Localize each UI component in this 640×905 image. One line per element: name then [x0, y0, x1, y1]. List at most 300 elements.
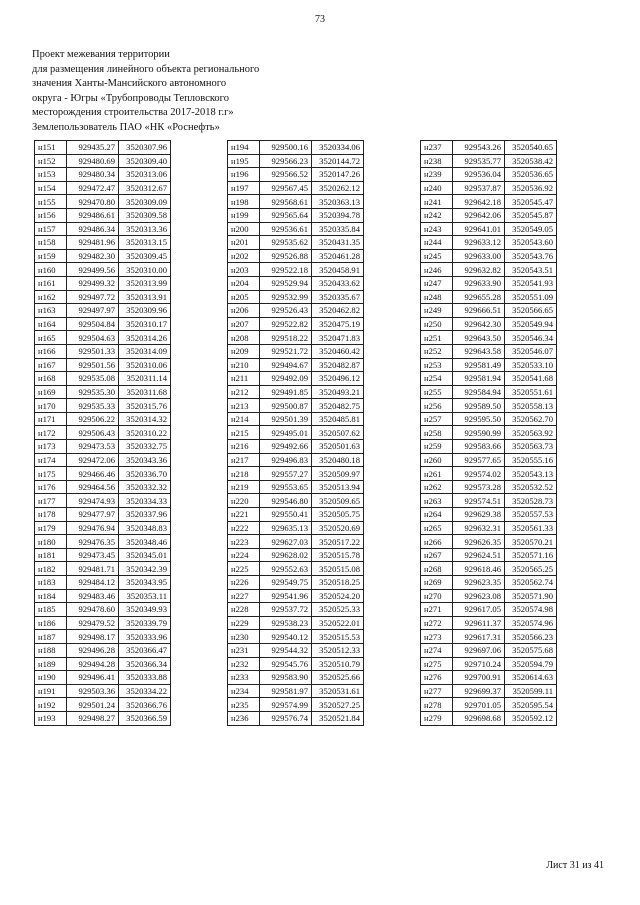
x-coordinate-cell: 929473.53: [67, 440, 119, 454]
x-coordinate-cell: 929595.50: [453, 412, 505, 426]
y-coordinate-cell: 3520517.22: [312, 535, 364, 549]
point-id-cell: н172: [35, 426, 67, 440]
y-coordinate-cell: 3520460.42: [312, 344, 364, 358]
point-id-cell: н227: [228, 589, 260, 603]
y-coordinate-cell: 3520314.09: [119, 344, 171, 358]
y-coordinate-cell: 3520509.97: [312, 467, 364, 481]
table-row: [228, 508, 364, 522]
y-coordinate-cell: 3520566.23: [505, 630, 557, 644]
x-coordinate-cell: 929573.28: [453, 480, 505, 494]
y-coordinate-cell: 3520309.96: [119, 304, 171, 318]
y-coordinate-cell: 3520310.22: [119, 426, 171, 440]
point-id-cell: н170: [35, 399, 67, 413]
table-row: [421, 494, 557, 508]
table-row: [35, 372, 171, 386]
point-id-cell: н196: [228, 168, 260, 182]
table-row: [228, 480, 364, 494]
table-row: [35, 440, 171, 454]
x-coordinate-cell: 929553.65: [260, 480, 312, 494]
y-coordinate-cell: 3520309.45: [119, 249, 171, 263]
point-id-cell: н246: [421, 263, 453, 277]
table-row: [228, 684, 364, 698]
y-coordinate-cell: 3520512.33: [312, 643, 364, 657]
y-coordinate-cell: 3520353.11: [119, 589, 171, 603]
table-row: [35, 684, 171, 698]
x-coordinate-cell: 929504.63: [67, 331, 119, 345]
point-id-cell: н263: [421, 494, 453, 508]
table-row: [35, 154, 171, 168]
point-id-cell: н163: [35, 304, 67, 318]
point-id-cell: н275: [421, 657, 453, 671]
y-coordinate-cell: 3520531.61: [312, 684, 364, 698]
table-row: [35, 562, 171, 576]
table-row: [35, 643, 171, 657]
y-coordinate-cell: 3520566.65: [505, 304, 557, 318]
x-coordinate-cell: 929626.35: [453, 535, 505, 549]
x-coordinate-cell: 929470.80: [67, 195, 119, 209]
y-coordinate-cell: 3520592.12: [505, 711, 557, 725]
point-id-cell: н259: [421, 440, 453, 454]
x-coordinate-cell: 929504.84: [67, 317, 119, 331]
point-id-cell: н276: [421, 671, 453, 685]
x-coordinate-cell: 929518.22: [260, 331, 312, 345]
table-row: [228, 222, 364, 236]
y-coordinate-cell: 3520561.33: [505, 521, 557, 535]
x-coordinate-cell: 929633.90: [453, 276, 505, 290]
point-id-cell: н162: [35, 290, 67, 304]
x-coordinate-cell: 929577.65: [453, 453, 505, 467]
table-row: [421, 630, 557, 644]
x-coordinate-cell: 929435.27: [67, 141, 119, 155]
y-coordinate-cell: 3520527.25: [312, 698, 364, 712]
point-id-cell: н254: [421, 372, 453, 386]
y-coordinate-cell: 3520599.11: [505, 684, 557, 698]
x-coordinate-cell: 929633.12: [453, 236, 505, 250]
x-coordinate-cell: 929498.17: [67, 630, 119, 644]
table-row: [228, 711, 364, 725]
x-coordinate-cell: 929521.72: [260, 344, 312, 358]
table-row: [35, 698, 171, 712]
x-coordinate-cell: 929550.41: [260, 508, 312, 522]
document-header: [32, 48, 259, 135]
table-row: [228, 385, 364, 399]
y-coordinate-cell: 3520461.28: [312, 249, 364, 263]
x-coordinate-cell: 929536.61: [260, 222, 312, 236]
y-coordinate-cell: 3520546.34: [505, 331, 557, 345]
y-coordinate-cell: 3520334.22: [119, 684, 171, 698]
y-coordinate-cell: 3520433.62: [312, 276, 364, 290]
y-coordinate-cell: 3520366.76: [119, 698, 171, 712]
table-row: [228, 263, 364, 277]
table-row: [421, 467, 557, 481]
table-row: [35, 208, 171, 222]
point-id-cell: н267: [421, 548, 453, 562]
x-coordinate-cell: 929537.72: [260, 603, 312, 617]
point-id-cell: н188: [35, 643, 67, 657]
table-row: [228, 521, 364, 535]
table-row: [228, 372, 364, 386]
x-coordinate-cell: 929581.49: [453, 358, 505, 372]
point-id-cell: н220: [228, 494, 260, 508]
x-coordinate-cell: 929529.94: [260, 276, 312, 290]
y-coordinate-cell: 3520339.79: [119, 616, 171, 630]
x-coordinate-cell: 929535.62: [260, 236, 312, 250]
table-row: [421, 304, 557, 318]
x-coordinate-cell: 929479.52: [67, 616, 119, 630]
x-coordinate-cell: 929495.01: [260, 426, 312, 440]
y-coordinate-cell: 3520532.52: [505, 480, 557, 494]
table-row: [421, 372, 557, 386]
y-coordinate-cell: 3520545.47: [505, 195, 557, 209]
point-id-cell: н256: [421, 399, 453, 413]
x-coordinate-cell: 929624.51: [453, 548, 505, 562]
x-coordinate-cell: 929584.94: [453, 385, 505, 399]
point-id-cell: н226: [228, 576, 260, 590]
point-id-cell: н201: [228, 236, 260, 250]
point-id-cell: н264: [421, 508, 453, 522]
x-coordinate-cell: 929544.32: [260, 643, 312, 657]
table-row: [421, 181, 557, 195]
y-coordinate-cell: 3520557.53: [505, 508, 557, 522]
x-coordinate-cell: 929552.63: [260, 562, 312, 576]
y-coordinate-cell: 3520309.09: [119, 195, 171, 209]
point-id-cell: н197: [228, 181, 260, 195]
y-coordinate-cell: 3520335.67: [312, 290, 364, 304]
point-id-cell: н253: [421, 358, 453, 372]
point-id-cell: н250: [421, 317, 453, 331]
y-coordinate-cell: 3520312.67: [119, 181, 171, 195]
y-coordinate-cell: 3520545.87: [505, 208, 557, 222]
x-coordinate-cell: 929496.28: [67, 643, 119, 657]
x-coordinate-cell: 929476.94: [67, 521, 119, 535]
y-coordinate-cell: 3520595.54: [505, 698, 557, 712]
coordinates-table-3: [420, 140, 557, 726]
point-id-cell: н232: [228, 657, 260, 671]
point-id-cell: н178: [35, 508, 67, 522]
table-row: [421, 290, 557, 304]
table-row: [421, 141, 557, 155]
x-coordinate-cell: 929492.66: [260, 440, 312, 454]
point-id-cell: н249: [421, 304, 453, 318]
x-coordinate-cell: 929545.76: [260, 657, 312, 671]
table-row: [35, 630, 171, 644]
table-row: [35, 263, 171, 277]
table-row: [228, 494, 364, 508]
point-id-cell: н184: [35, 589, 67, 603]
table-row: [228, 141, 364, 155]
y-coordinate-cell: 3520563.73: [505, 440, 557, 454]
table-row: [421, 385, 557, 399]
x-coordinate-cell: 929574.99: [260, 698, 312, 712]
point-id-cell: н268: [421, 562, 453, 576]
x-coordinate-cell: 929494.28: [67, 657, 119, 671]
table-row: [35, 358, 171, 372]
table-row: [35, 711, 171, 725]
point-id-cell: н258: [421, 426, 453, 440]
y-coordinate-cell: 3520549.94: [505, 317, 557, 331]
point-id-cell: н244: [421, 236, 453, 250]
y-coordinate-cell: 3520536.92: [505, 181, 557, 195]
x-coordinate-cell: 929478.60: [67, 603, 119, 617]
table-row: [228, 426, 364, 440]
x-coordinate-cell: 929576.74: [260, 711, 312, 725]
table-row: [35, 494, 171, 508]
y-coordinate-cell: 3520563.92: [505, 426, 557, 440]
table-row: [421, 358, 557, 372]
y-coordinate-cell: 3520614.63: [505, 671, 557, 685]
point-id-cell: н238: [421, 154, 453, 168]
x-coordinate-cell: 929501.56: [67, 358, 119, 372]
y-coordinate-cell: 3520471.83: [312, 331, 364, 345]
table-row: [35, 290, 171, 304]
table-row: [35, 168, 171, 182]
table-row: [35, 671, 171, 685]
x-coordinate-cell: 929635.13: [260, 521, 312, 535]
y-coordinate-cell: 3520546.07: [505, 344, 557, 358]
x-coordinate-cell: 929492.09: [260, 372, 312, 386]
y-coordinate-cell: 3520313.99: [119, 276, 171, 290]
y-coordinate-cell: 3520549.05: [505, 222, 557, 236]
table-row: [421, 154, 557, 168]
point-id-cell: н239: [421, 168, 453, 182]
sheet-number: Лист 31 из 41: [546, 860, 604, 871]
y-coordinate-cell: 3520515.78: [312, 548, 364, 562]
point-id-cell: н229: [228, 616, 260, 630]
point-id-cell: н266: [421, 535, 453, 549]
point-id-cell: н167: [35, 358, 67, 372]
point-id-cell: н205: [228, 290, 260, 304]
header-line: значения Ханты-Мансийского автономного: [32, 78, 227, 89]
point-id-cell: н161: [35, 276, 67, 290]
table-row: [421, 208, 557, 222]
table-row: [421, 548, 557, 562]
y-coordinate-cell: 3520525.33: [312, 603, 364, 617]
x-coordinate-cell: 929643.58: [453, 344, 505, 358]
y-coordinate-cell: 3520571.16: [505, 548, 557, 562]
table-row: [228, 535, 364, 549]
header-line: для размещения линейного объекта регионального: [32, 63, 260, 75]
table-row: [35, 535, 171, 549]
x-coordinate-cell: 929642.06: [453, 208, 505, 222]
table-row: [421, 317, 557, 331]
x-coordinate-cell: 929574.02: [453, 467, 505, 481]
table-row: [35, 195, 171, 209]
x-coordinate-cell: 929483.46: [67, 589, 119, 603]
x-coordinate-cell: 929480.69: [67, 154, 119, 168]
table-row: [228, 467, 364, 481]
point-id-cell: н219: [228, 480, 260, 494]
x-coordinate-cell: 929666.51: [453, 304, 505, 318]
x-coordinate-cell: 929501.33: [67, 344, 119, 358]
table-row: [35, 576, 171, 590]
x-coordinate-cell: 929506.43: [67, 426, 119, 440]
y-coordinate-cell: 3520501.63: [312, 440, 364, 454]
point-id-cell: н235: [228, 698, 260, 712]
x-coordinate-cell: 929642.18: [453, 195, 505, 209]
page-number: 73: [315, 14, 325, 25]
point-id-cell: н155: [35, 195, 67, 209]
point-id-cell: н257: [421, 412, 453, 426]
y-coordinate-cell: 3520336.70: [119, 467, 171, 481]
y-coordinate-cell: 3520515.08: [312, 562, 364, 576]
point-id-cell: н152: [35, 154, 67, 168]
y-coordinate-cell: 3520345.01: [119, 548, 171, 562]
table-row: [421, 263, 557, 277]
point-id-cell: н240: [421, 181, 453, 195]
point-id-cell: н252: [421, 344, 453, 358]
y-coordinate-cell: 3520363.13: [312, 195, 364, 209]
x-coordinate-cell: 929629.38: [453, 508, 505, 522]
x-coordinate-cell: 929710.24: [453, 657, 505, 671]
y-coordinate-cell: 3520574.96: [505, 616, 557, 630]
table-row: [35, 508, 171, 522]
x-coordinate-cell: 929538.23: [260, 616, 312, 630]
table-row: [228, 304, 364, 318]
table-row: [35, 453, 171, 467]
point-id-cell: н158: [35, 236, 67, 250]
point-id-cell: н175: [35, 467, 67, 481]
point-id-cell: н195: [228, 154, 260, 168]
y-coordinate-cell: 3520343.95: [119, 576, 171, 590]
x-coordinate-cell: 929655.28: [453, 290, 505, 304]
point-id-cell: н185: [35, 603, 67, 617]
table-row: [228, 181, 364, 195]
y-coordinate-cell: 3520480.18: [312, 453, 364, 467]
point-id-cell: н271: [421, 603, 453, 617]
x-coordinate-cell: 929498.27: [67, 711, 119, 725]
x-coordinate-cell: 929617.31: [453, 630, 505, 644]
point-id-cell: н248: [421, 290, 453, 304]
y-coordinate-cell: 3520493.21: [312, 385, 364, 399]
x-coordinate-cell: 929546.80: [260, 494, 312, 508]
x-coordinate-cell: 929494.67: [260, 358, 312, 372]
table-row: [421, 440, 557, 454]
x-coordinate-cell: 929481.71: [67, 562, 119, 576]
table-row: [35, 412, 171, 426]
table-row: [35, 249, 171, 263]
table-row: [35, 399, 171, 413]
y-coordinate-cell: 3520543.51: [505, 263, 557, 277]
table-row: [228, 657, 364, 671]
x-coordinate-cell: 929526.43: [260, 304, 312, 318]
y-coordinate-cell: 3520332.75: [119, 440, 171, 454]
x-coordinate-cell: 929497.72: [67, 290, 119, 304]
point-id-cell: н260: [421, 453, 453, 467]
point-id-cell: н164: [35, 317, 67, 331]
point-id-cell: н251: [421, 331, 453, 345]
x-coordinate-cell: 929486.34: [67, 222, 119, 236]
y-coordinate-cell: 3520574.98: [505, 603, 557, 617]
x-coordinate-cell: 929482.30: [67, 249, 119, 263]
table-row: [228, 589, 364, 603]
x-coordinate-cell: 929496.41: [67, 671, 119, 685]
point-id-cell: н204: [228, 276, 260, 290]
y-coordinate-cell: 3520307.96: [119, 141, 171, 155]
x-coordinate-cell: 929472.06: [67, 453, 119, 467]
y-coordinate-cell: 3520475.19: [312, 317, 364, 331]
x-coordinate-cell: 929491.85: [260, 385, 312, 399]
x-coordinate-cell: 929698.68: [453, 711, 505, 725]
table-row: [228, 698, 364, 712]
table-row: [35, 521, 171, 535]
point-id-cell: н269: [421, 576, 453, 590]
y-coordinate-cell: 3520543.76: [505, 249, 557, 263]
coordinates-table-2: [227, 140, 364, 726]
point-id-cell: н203: [228, 263, 260, 277]
point-id-cell: н225: [228, 562, 260, 576]
y-coordinate-cell: 3520311.14: [119, 372, 171, 386]
table-row: [421, 535, 557, 549]
y-coordinate-cell: 3520538.42: [505, 154, 557, 168]
point-id-cell: н202: [228, 249, 260, 263]
y-coordinate-cell: 3520343.36: [119, 453, 171, 467]
point-id-cell: н156: [35, 208, 67, 222]
table-row: [228, 317, 364, 331]
x-coordinate-cell: 929535.30: [67, 385, 119, 399]
point-id-cell: н171: [35, 412, 67, 426]
point-id-cell: н270: [421, 589, 453, 603]
point-id-cell: н213: [228, 399, 260, 413]
y-coordinate-cell: 3520505.75: [312, 508, 364, 522]
y-coordinate-cell: 3520528.73: [505, 494, 557, 508]
y-coordinate-cell: 3520533.10: [505, 358, 557, 372]
point-id-cell: н222: [228, 521, 260, 535]
y-coordinate-cell: 3520536.65: [505, 168, 557, 182]
table-row: [35, 589, 171, 603]
x-coordinate-cell: 929480.34: [67, 168, 119, 182]
x-coordinate-cell: 929476.35: [67, 535, 119, 549]
x-coordinate-cell: 929497.97: [67, 304, 119, 318]
y-coordinate-cell: 3520310.17: [119, 317, 171, 331]
x-coordinate-cell: 929633.00: [453, 249, 505, 263]
y-coordinate-cell: 3520551.61: [505, 385, 557, 399]
point-id-cell: н177: [35, 494, 67, 508]
table-row: [421, 698, 557, 712]
table-row: [228, 276, 364, 290]
y-coordinate-cell: 3520310.00: [119, 263, 171, 277]
x-coordinate-cell: 929522.18: [260, 263, 312, 277]
x-coordinate-cell: 929500.87: [260, 399, 312, 413]
point-id-cell: н228: [228, 603, 260, 617]
y-coordinate-cell: 3520482.75: [312, 399, 364, 413]
table-row: [421, 657, 557, 671]
point-id-cell: н215: [228, 426, 260, 440]
table-row: [421, 643, 557, 657]
x-coordinate-cell: 929499.32: [67, 276, 119, 290]
x-coordinate-cell: 929581.94: [453, 372, 505, 386]
y-coordinate-cell: 3520366.59: [119, 711, 171, 725]
point-id-cell: н241: [421, 195, 453, 209]
y-coordinate-cell: 3520332.32: [119, 480, 171, 494]
table-row: [35, 304, 171, 318]
point-id-cell: н207: [228, 317, 260, 331]
x-coordinate-cell: 929486.61: [67, 208, 119, 222]
x-coordinate-cell: 929472.47: [67, 181, 119, 195]
point-id-cell: н153: [35, 168, 67, 182]
x-coordinate-cell: 929618.46: [453, 562, 505, 576]
x-coordinate-cell: 929643.50: [453, 331, 505, 345]
x-coordinate-cell: 929583.66: [453, 440, 505, 454]
point-id-cell: н200: [228, 222, 260, 236]
point-id-cell: н218: [228, 467, 260, 481]
table-row: [421, 521, 557, 535]
point-id-cell: н193: [35, 711, 67, 725]
point-id-cell: н230: [228, 630, 260, 644]
point-id-cell: н159: [35, 249, 67, 263]
y-coordinate-cell: 3520313.91: [119, 290, 171, 304]
point-id-cell: н199: [228, 208, 260, 222]
point-id-cell: н255: [421, 385, 453, 399]
